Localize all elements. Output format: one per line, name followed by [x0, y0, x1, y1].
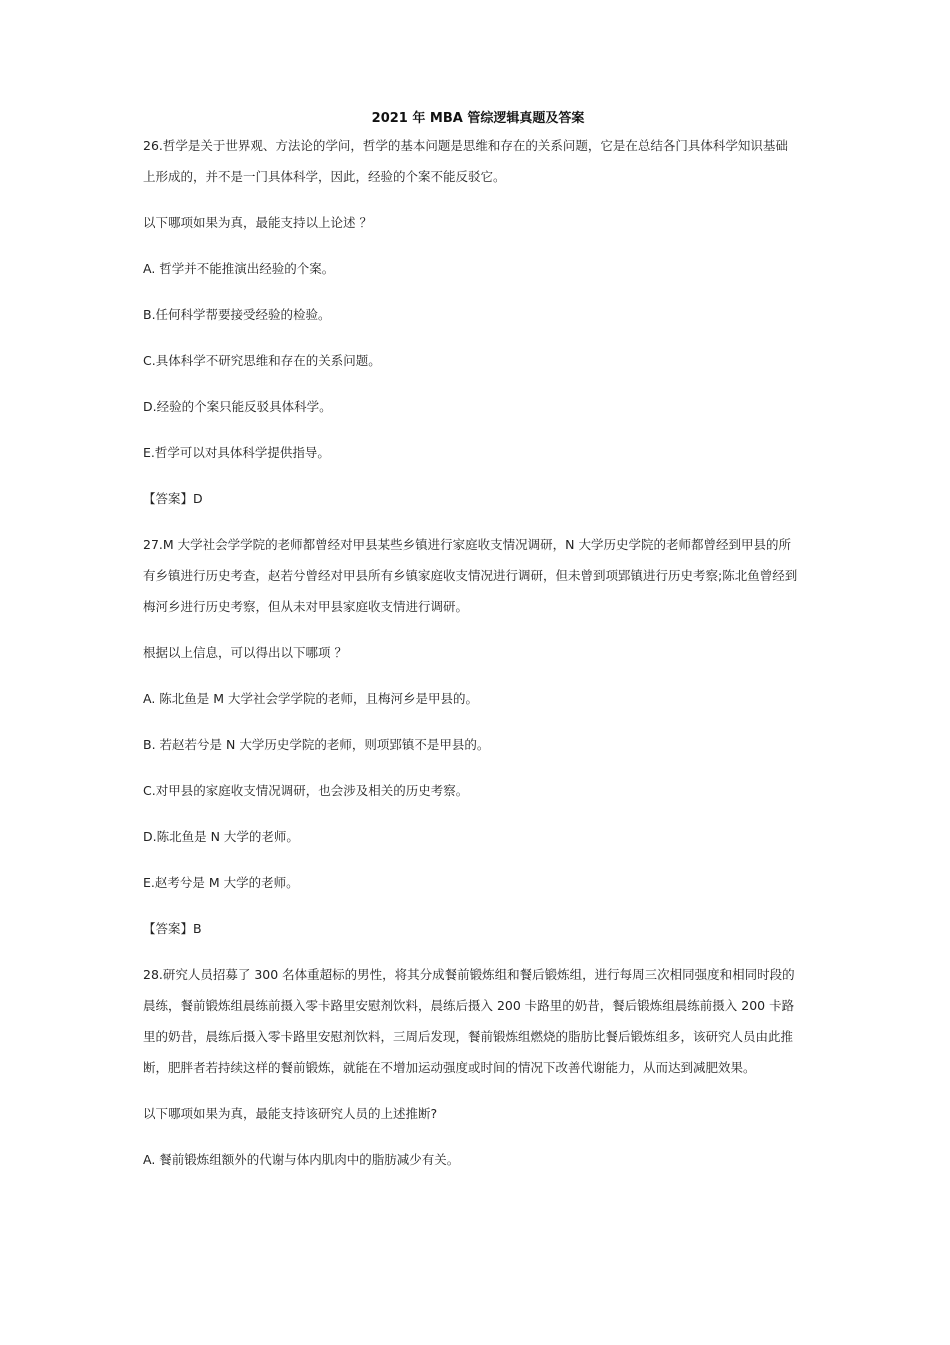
question-28 [143, 959, 813, 1175]
stem-line: 有乡镇进行历史考查，赵若兮曾经对甲县所有乡镇家庭收支情况进行调研，但未曾到项郢镇进行历史考察;陈北鱼曾经到 [143, 568, 798, 583]
question-27-option-a: A. 陈北鱼是 M 大学社会学学院的老师，且梅河乡是甲县的。 [143, 691, 479, 706]
question-26-option-c: C.具体科学不研究思维和存在的关系问题。 [143, 353, 381, 368]
question-26-option-d: D.经验的个案只能反驳具体科学。 [143, 399, 332, 414]
stem-line: 里的奶昔，晨练后摄入零卡路里安慰剂饮料，三周后发现，餐前锻炼组燃烧的脂肪比餐后锻炼组多，该研究人员由此推 [143, 1029, 794, 1044]
stem-line: 上形成的，并不是一门具体科学，因此，经验的个案不能反驳它。 [143, 169, 506, 184]
question-27-option-d: D.陈北鱼是 N 大学的老师。 [143, 829, 299, 844]
question-27-option-b: B. 若赵若兮是 N 大学历史学院的老师，则项郢镇不是甲县的。 [143, 737, 490, 752]
question-27-stem [143, 529, 813, 622]
question-27-option-e: E.赵考兮是 M 大学的老师。 [143, 875, 299, 890]
question-26-prompt: 以下哪项如果为真，最能支持以上论述 ？ [143, 215, 372, 230]
question-26-answer: 【答案】D [143, 491, 203, 506]
question-26-option-e: E.哲学可以对具体科学提供指导。 [143, 445, 330, 460]
question-28-prompt: 以下哪项如果为真，最能支持该研究人员的上述推断? [143, 1106, 438, 1121]
stem-line: 28.研究人员招募了 300 名体重超标的男性，将其分成餐前锻炼组和餐后锻炼组，进行每周三次相同强度和相同时段的 [143, 967, 795, 982]
stem-line: 26.哲学是关于世界观、方法论的学问，哲学的基本问题是思维和存在的关系问题，它是在总结各门具体科学知识基础 [143, 138, 788, 153]
question-26-option-b: B.任何科学帮要接受经验的检验。 [143, 307, 331, 322]
stem-line: 27.M 大学社会学学院的老师都曾经对甲县某些乡镇进行家庭收支情况调研，N 大学历史学院的老师都曾经到甲县的所 [143, 537, 791, 552]
question-27 [143, 529, 813, 944]
question-27-option-c: C.对甲县的家庭收支情况调研，也会涉及相关的历史考察。 [143, 783, 469, 798]
question-27-prompt: 根据以上信息，可以得出以下哪项 ？ [143, 645, 347, 660]
question-26 [143, 130, 813, 514]
question-26-stem [143, 130, 813, 192]
stem-line: 梅河乡进行历史考察，但从未对甲县家庭收支情进行调研。 [143, 599, 469, 614]
question-28-option-a: A. 餐前锻炼组额外的代谢与体内肌肉中的脂肪减少有关。 [143, 1152, 460, 1167]
stem-line: 晨练，餐前锻炼组晨练前摄入零卡路里安慰剂饮料，晨练后摄入 200 卡路里的奶昔，餐后锻炼组晨练前摄入 200 卡路 [143, 998, 795, 1013]
document-title: 2021 年 MBA 管综逻辑真题及答案 [371, 111, 585, 126]
document-page [143, 108, 813, 1175]
question-27-answer: 【答案】B [143, 921, 202, 936]
question-26-option-a: A. 哲学并不能推演出经验的个案。 [143, 261, 335, 276]
stem-line: 断，肥胖者若持续这样的餐前锻炼，就能在不增加运动强度或时间的情况下改善代谢能力，从而达到减肥效果。 [143, 1060, 756, 1075]
question-28-stem [143, 959, 813, 1083]
